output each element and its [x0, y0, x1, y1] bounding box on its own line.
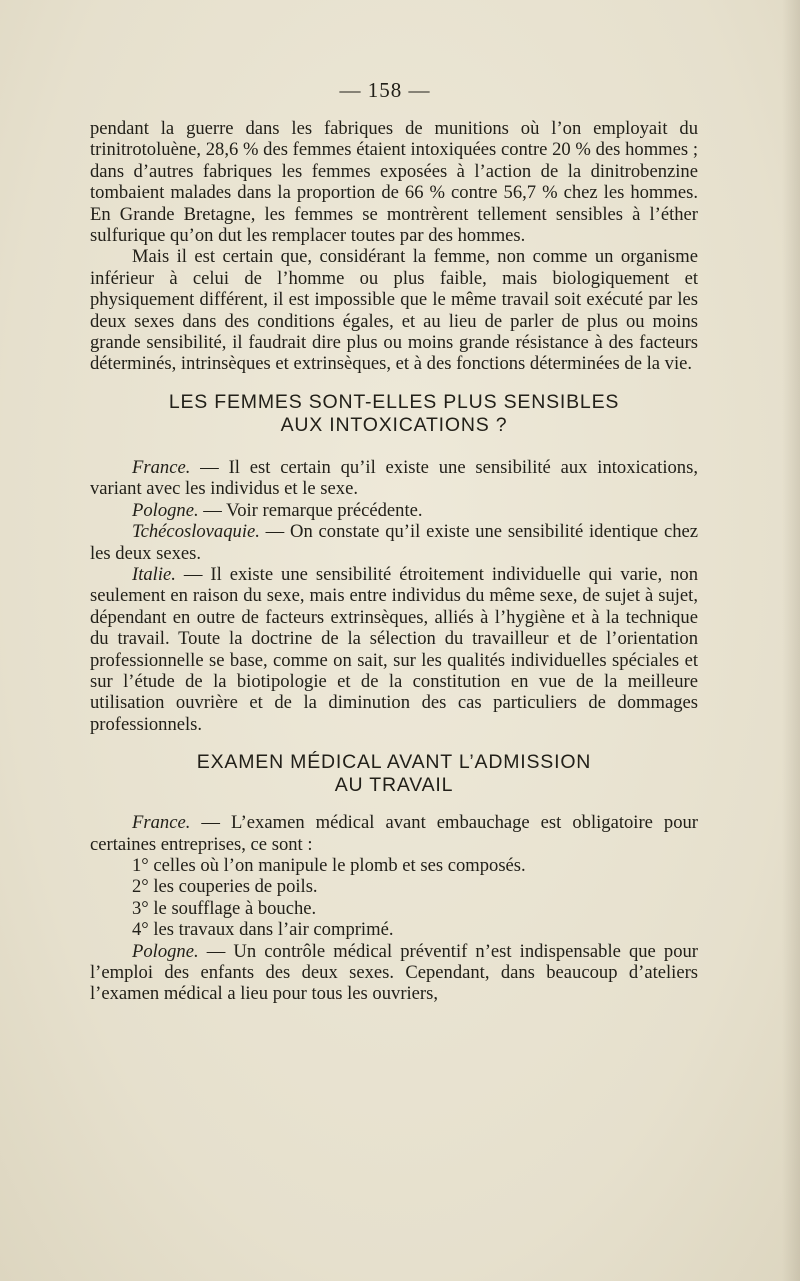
list-item: 4° les travaux dans l’air comprimé.: [132, 919, 394, 941]
page-number: — 158 —: [339, 78, 431, 102]
country-label: Italie.: [132, 563, 176, 585]
section-heading-medical-exam: [90, 751, 698, 797]
intro-paragraph-1: pendant la guerre dans les fabriques de munitions où l’on employait du trinitrotoluène, 28,6 % des femmes étaient intoxiquées contre 20 % des hommes ; dans d’autres fabriques les femmes exposées à l’action de la dinitrobenzine tombaient malades dans la proportion de 66 % contre 56,7 % chez les hommes. En Grande Bretagne, les femmes se montrèrent tellement sensibles à l’éther sulfurique qu’on dut les remplacer toutes par des hommes.: [90, 118, 698, 247]
country-entry-italie: [90, 564, 698, 735]
intro-paragraph-2: Mais il est certain que, considérant la femme, non comme un organisme inférieur à celui de l’homme ou plus faible, mais biologiquement et physiquement différent, il est impossible que le même travail soit exécuté par les deux sexes dans des conditions égales, et au lieu de parler de plus ou moins grande sensibilité, il faudrait dire plus ou moins grande résistance à des facteurs déterminés, intrinsèques et extrinsèques, et à des fonctions déterminées de la vie.: [90, 246, 698, 375]
body-text: [90, 118, 698, 1005]
country-label: France.: [132, 456, 191, 478]
country-entry-france: [90, 457, 698, 500]
country-label: Pologne.: [132, 940, 199, 962]
country-entry-text: — Il existe une sensibilité étroitement individuelle qui varie, non seulement en raison du sexe, mais entre individus du même sexe, de sujet à sujet, dépendant en outre de facteurs extrinsèques, alliés à l’hygiène et à la technique du travail. Toute la doctrine de la sélection du travailleur et de l’orientation professionnelle se base, comme on sait, sur les qualités individuelles spéciales et sur l’étude de la biotipologie et de la constitution en vue de la meilleure utilisation ouvrière et de la diminution des cas particuliers de dommages professionnels.: [90, 563, 698, 735]
section-heading-sensibility: [90, 391, 698, 437]
country-entry-tchecoslovaquie: [90, 521, 698, 564]
section-heading-sensibility-line2: AUX INTOXICATIONS ?: [280, 413, 508, 436]
country-label: Tchécoslovaquie.: [132, 521, 260, 543]
list-item: 1° celles où l’on manipule le plomb et ses composés.: [132, 854, 526, 876]
section-heading-medical-exam-line1: EXAMEN MÉDICAL AVANT L’ADMISSION: [196, 751, 592, 774]
country-entry-text: — On constate qu’il existe une sensibilité identique chez les deux sexes.: [90, 521, 698, 564]
exam-entry-france: [90, 812, 698, 855]
country-entry-text: — Un contrôle médical préventif n’est indispensable que pour l’emploi des enfants des deux sexes. Cependant, dans beaucoup d’ateliers l’examen médical a lieu pour tous les ouvriers,: [90, 940, 698, 1005]
country-entry-text: — Voir remarque précédente.: [198, 499, 423, 521]
list-item: 2° les couperies de poils.: [132, 876, 318, 898]
country-label: Pologne.: [132, 499, 199, 521]
section-heading-sensibility-line1: LES FEMMES SONT-ELLES PLUS SENSIBLES: [168, 390, 620, 413]
section-heading-medical-exam-line2: AU TRAVAIL: [334, 774, 454, 797]
country-entry-pologne: [90, 500, 698, 521]
exam-entry-pologne: [90, 941, 698, 1005]
country-label: France.: [132, 812, 191, 834]
country-entry-text: — L’examen médical avant embauchage est obligatoire pour certaines entreprises, ce sont :: [90, 812, 698, 855]
list-item: 3° le soufflage à bouche.: [132, 897, 317, 919]
page-edge-shadow: [782, 0, 800, 1281]
country-entry-text: — Il est certain qu’il existe une sensibilité aux intoxications, variant avec les individus et le sexe.: [90, 456, 698, 500]
